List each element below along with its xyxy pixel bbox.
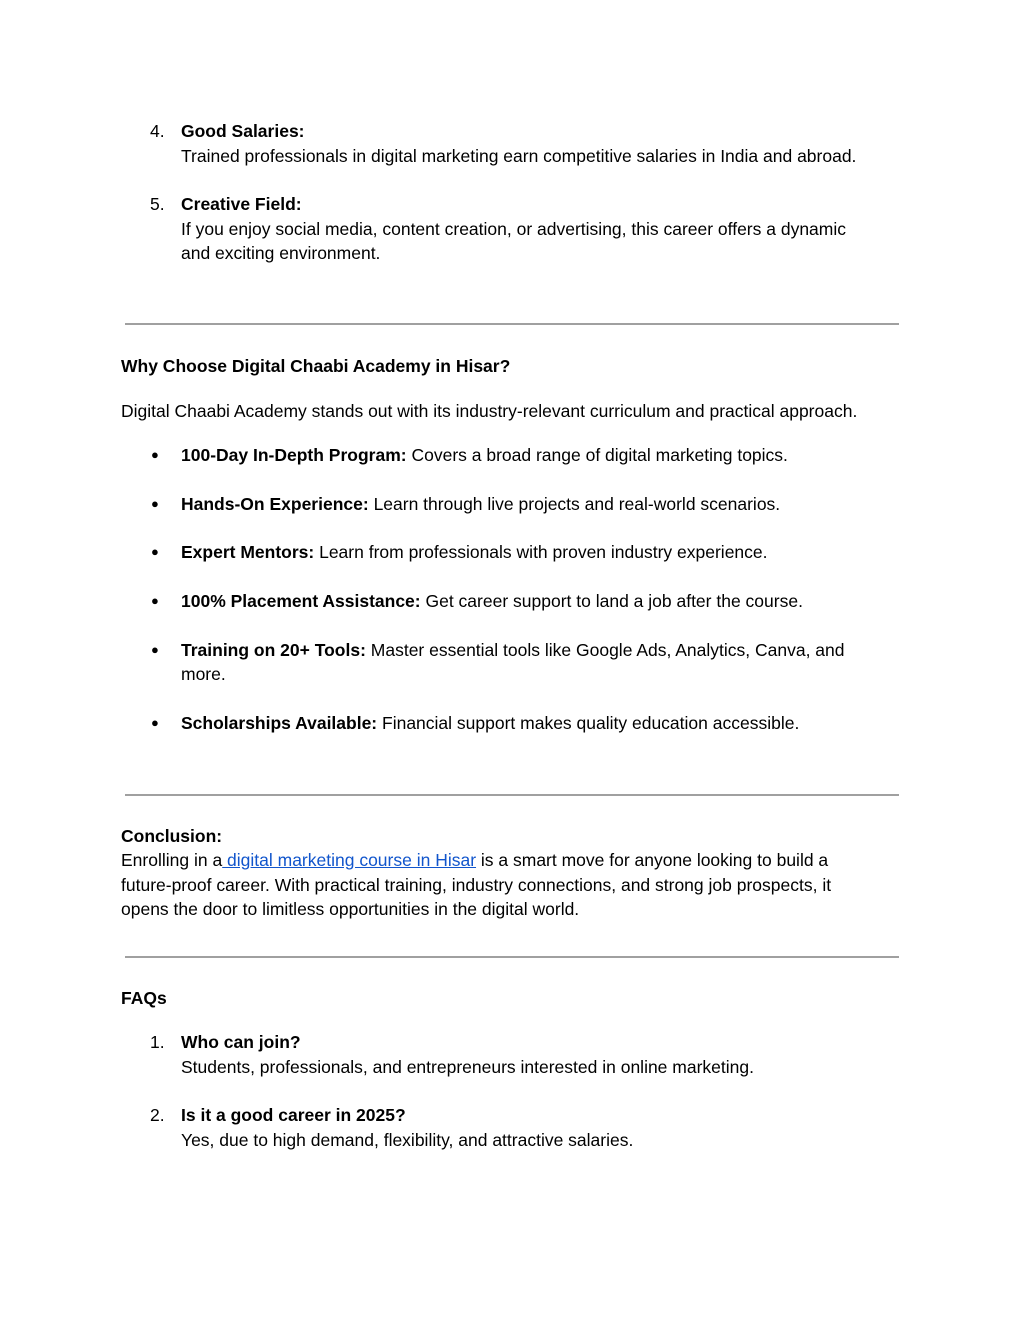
bullet-icon: ● xyxy=(151,496,159,511)
benefit-title: Creative Field: xyxy=(181,194,302,214)
bullet-icon: ● xyxy=(151,544,159,559)
bullet-icon: ● xyxy=(151,715,159,730)
conclusion-text: future-proof career. With practical training, industry connections, and strong job prospects, it xyxy=(121,875,832,895)
list-number: 5. xyxy=(150,194,165,214)
faq-question: Who can join? xyxy=(181,1032,301,1052)
benefit-description: and exciting environment. xyxy=(181,243,381,263)
bullet-icon: ● xyxy=(151,447,159,462)
course-link[interactable]: digital marketing course in Hisar xyxy=(222,850,477,870)
faq-answer: Students, professionals, and entrepreneurs interested in online marketing. xyxy=(181,1057,754,1077)
list-item: Training on 20+ Tools: Master essential tools like Google Ads, Analytics, Canva, and xyxy=(181,640,845,660)
conclusion-text: opens the door to limitless opportunities in the digital world. xyxy=(121,899,580,919)
faq-question: Is it a good career in 2025? xyxy=(181,1105,406,1125)
section-heading: Conclusion: xyxy=(121,826,223,846)
section-heading: FAQs xyxy=(121,988,167,1008)
horizontal-rule xyxy=(125,956,899,958)
list-number: 4. xyxy=(150,121,165,141)
list-item: Scholarships Available: Financial support makes quality education accessible. xyxy=(181,713,800,733)
list-number: 1. xyxy=(150,1032,165,1052)
list-item: 100-Day In-Depth Program: Covers a broad range of digital marketing topics. xyxy=(181,445,788,465)
benefit-description: Trained professionals in digital marketing earn competitive salaries in India and abroad. xyxy=(181,146,857,166)
list-item: 100% Placement Assistance: Get career support to land a job after the course. xyxy=(181,591,803,611)
list-number: 2. xyxy=(150,1105,165,1125)
list-item: Expert Mentors: Learn from professionals with proven industry experience. xyxy=(181,542,768,562)
section-intro: Digital Chaabi Academy stands out with its industry-relevant curriculum and practical approach. xyxy=(121,401,858,421)
benefit-title: Good Salaries: xyxy=(181,121,305,141)
list-item: Hands-On Experience: Learn through live projects and real-world scenarios. xyxy=(181,494,781,514)
bullet-icon: ● xyxy=(151,593,159,608)
list-item-continuation: more. xyxy=(181,664,226,684)
bullet-icon: ● xyxy=(151,642,159,657)
benefit-description: If you enjoy social media, content creation, or advertising, this career offers a dynamic xyxy=(181,219,847,239)
horizontal-rule xyxy=(125,323,899,325)
faq-answer: Yes, due to high demand, flexibility, and attractive salaries. xyxy=(181,1130,634,1150)
section-heading: Why Choose Digital Chaabi Academy in Hisar? xyxy=(121,356,511,376)
horizontal-rule xyxy=(125,794,899,796)
conclusion-text: Enrolling in a digital marketing course in Hisar is a smart move for anyone looking to build a xyxy=(121,850,829,870)
